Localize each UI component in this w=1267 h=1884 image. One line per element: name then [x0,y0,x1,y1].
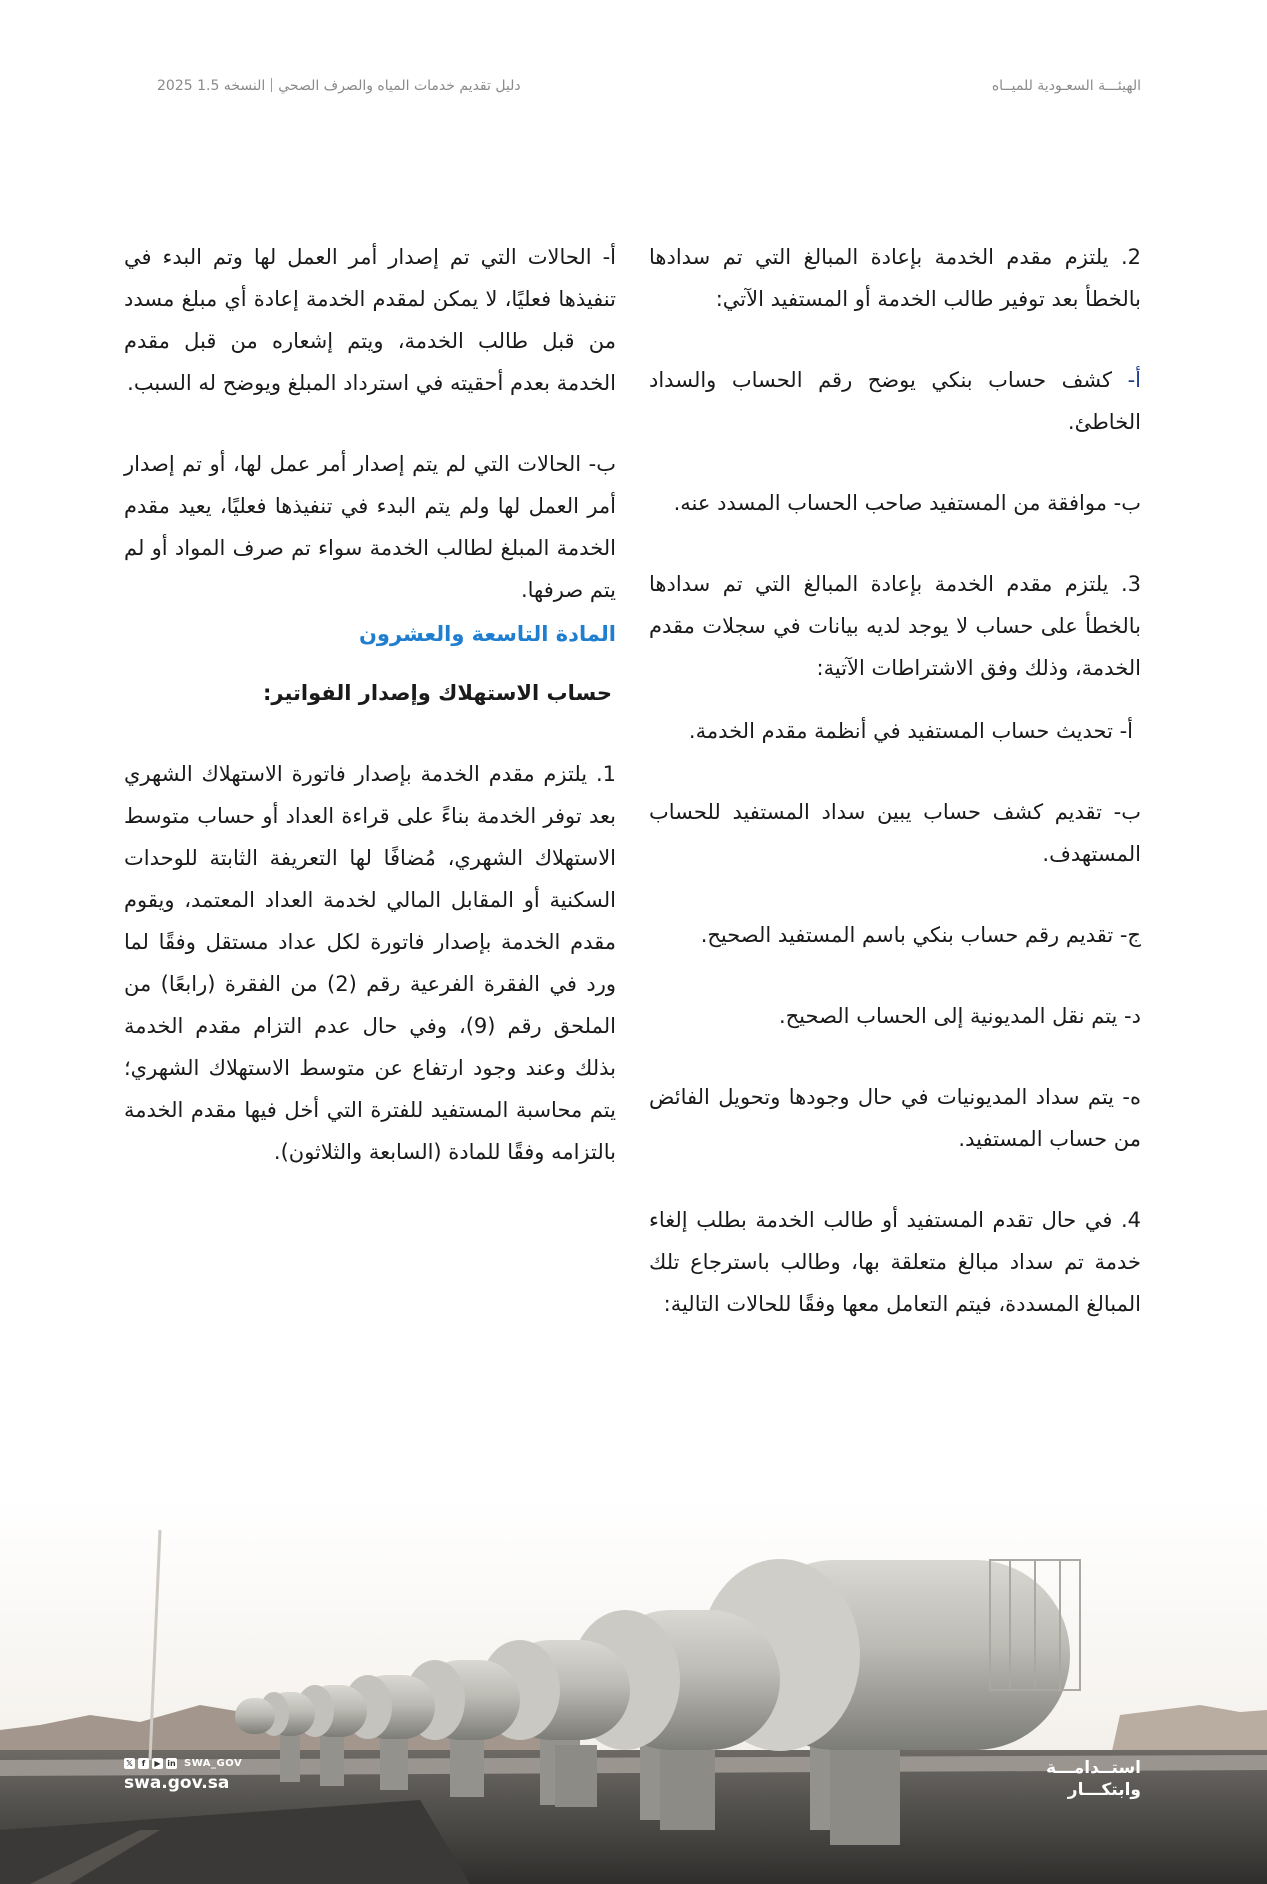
document-version: النسخه 1.5 2025 [157,78,266,94]
billing-clause-1: 1. يلتزم مقدم الخدمة بإصدار فاتورة الاستهلاك الشهري بعد توفر الخدمة بناءً على قراءة العداد أو حساب متوسط الاستهلاك الشهري، مُضافًا لها التعريفة الثابتة للوحدات السكنية أو المقابل المالي لخدمة العداد المعتمد، ويقوم مقدم الخدمة بإصدار فاتورة لكل عداد مستقل وفقًا لما ورد في الفقرة الفرعية رقم (2) من الفقرة (رابعًا) من الملحق رقم (9)، وفي حال عدم التزام مقدم الخدمة بذلك وعند وجود ارتفاع عن متوسط الاستهلاك الشهري؛ يتم محاسبة المستفيد للفترة التي أخل فيها مقدم الخدمة بالتزامه وفقًا للمادة (السابعة والثلاثون). [124,762,616,1164]
clause-2-item-a-letter: أ- [1127,368,1141,392]
clause-3-intro: 3. يلتزم مقدم الخدمة بإعادة المبالغ التي تم سدادها بالخطأ على حساب لا يوجد لديه بيانات في سجلات مقدم الخدمة، وذلك وفق الاشتراطات الآتية: [649,572,1141,680]
right-column [649,236,1141,1325]
article-title: المادة التاسعة والعشرون [358,622,616,646]
refund-case-a: أ- الحالات التي تم إصدار أمر العمل لها وتم البدء في تنفيذها فعليًا، لا يمكن لمقدم الخدمة إعادة أي مبلغ مسدد من قبل طالب الخدمة، ويتم إشعاره من قبل مقدم الخدمة بعدم أحقيته في استرداد المبلغ ويوضح له السبب. [124,245,616,395]
clause-3-item-b: ب- تقديم كشف حساب يبين سداد المستفيد للحساب المستهدف. [649,800,1141,866]
x-icon[interactable]: 𝕏 [124,1758,135,1769]
clause-4-intro: 4. في حال تقدم المستفيد أو طالب الخدمة بطلب إلغاء خدمة تم سداد مبالغ متعلقة بها، وطالب باسترجاع تلك المبالغ المسددة، فيتم التعامل معها وفقًا للحالات التالية: [649,1208,1141,1316]
social-links [124,1758,242,1769]
section-subheading: حساب الاستهلاك وإصدار الفواتير: [263,681,612,705]
water-tanks-photo [0,1500,1267,1884]
youtube-icon[interactable]: ▶ [152,1758,163,1769]
clause-3-item-a: أ- تحديث حساب المستفيد في أنظمة مقدم الخدمة. [688,719,1133,743]
organization-name: الهيئـــة السعـودية للميــاه [991,78,1141,94]
clause-3-item-e: ه- يتم سداد المديونيات في حال وجودها وتحويل الفائض من حساب المستفيد. [649,1085,1141,1151]
facebook-icon[interactable]: f [138,1758,149,1769]
social-handle: SWA_GOV [184,1758,243,1769]
header-divider [271,78,272,92]
page-header [157,78,1141,102]
clause-3-item-c: ج- تقديم رقم حساب بنكي باسم المستفيد الصحيح. [700,923,1141,947]
footer-contact [124,1758,242,1793]
footer-slogan [1046,1757,1141,1801]
document-title: دليل تقديم خدمات المياه والصرف الصحي [278,78,521,94]
website-link[interactable]: swa.gov.sa [124,1773,230,1793]
clause-2-item-a-text: كشف حساب بنكي يوضح رقم الحساب والسداد الخاطئ. [649,368,1141,434]
linkedin-icon[interactable]: in [167,1759,176,1768]
clause-2-item-a [649,359,1141,443]
slogan-line-2: وابتكـــار [1067,1780,1141,1800]
left-column [124,236,616,1173]
clause-2-item-b: ب- موافقة من المستفيد صاحب الحساب المسدد عنه. [673,491,1141,515]
clause-2-intro: 2. يلتزم مقدم الخدمة بإعادة المبالغ التي تم سدادها بالخطأ بعد توفير طالب الخدمة أو المستفيد الآتي: [649,245,1141,311]
refund-case-b: ب- الحالات التي لم يتم إصدار أمر عمل لها، أو تم إصدار أمر العمل لها ولم يتم البدء في تنفيذها فعليًا، يعيد مقدم الخدمة المبلغ لطالب الخدمة سواء تم صرف المواد أو لم يتم صرفها. [124,452,616,602]
clause-3-item-d: د- يتم نقل المديونية إلى الحساب الصحيح. [778,1004,1141,1028]
slogan-line-1: استــدامـــة [1045,1758,1141,1778]
document-meta [157,78,521,94]
